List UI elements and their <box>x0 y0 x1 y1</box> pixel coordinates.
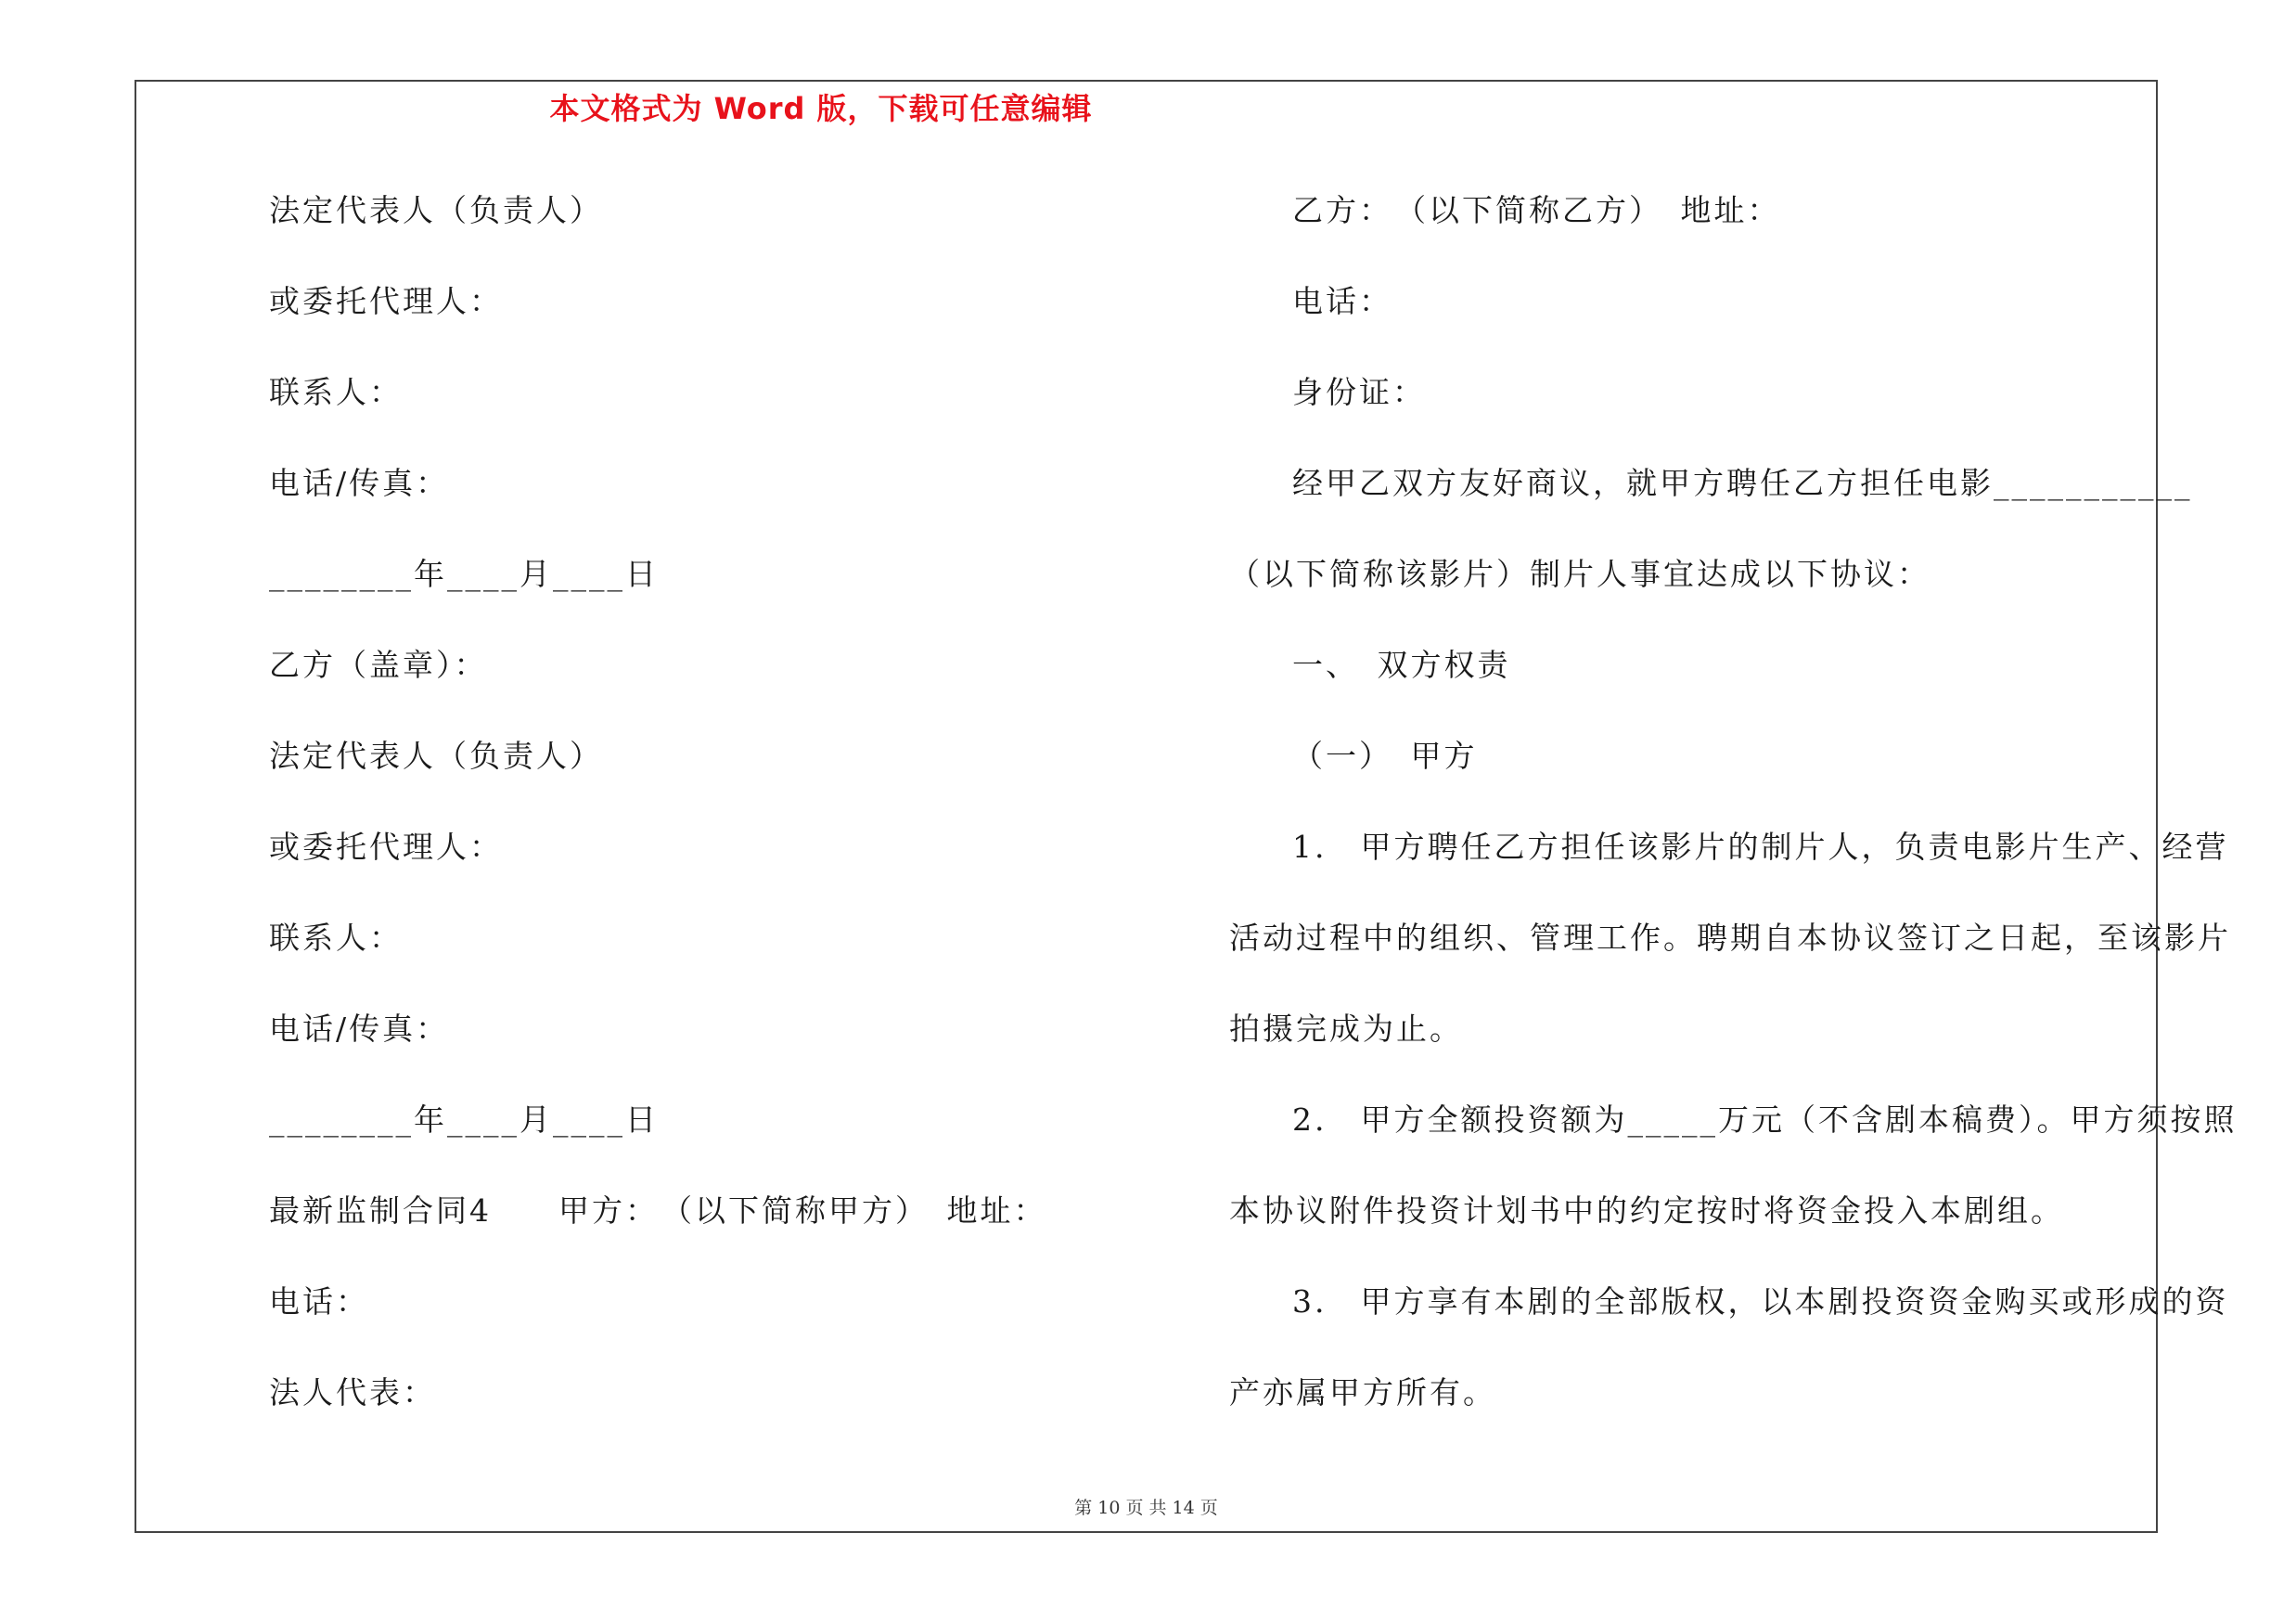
clause-line: 2. 甲方全额投资额为_____万元（不含剧本稿费）。甲方须按照 <box>1292 1101 2238 1138</box>
paragraph-line: 经甲乙双方友好商议，就甲方聘任乙方担任电影___________ <box>1292 465 2193 501</box>
text-line: 乙方（盖章）： <box>269 647 488 683</box>
text-line: 联系人： <box>269 374 403 410</box>
clause-line: 1. 甲方聘任乙方担任该影片的制片人，负责电影片生产、经营 <box>1292 829 2229 865</box>
clause-line: 3. 甲方享有本剧的全部版权，以本剧投资资金购买或形成的资 <box>1292 1283 2229 1320</box>
text-line: 身份证： <box>1292 374 1426 410</box>
date-line: ________年____月____日 <box>269 556 659 592</box>
clause-line: 本协议附件投资计划书中的约定按时将资金投入本剧组。 <box>1229 1192 2064 1229</box>
clause-line: 拍摄完成为止。 <box>1229 1011 1463 1047</box>
text-line: 或委托代理人： <box>269 829 503 865</box>
clause-line: 产亦属甲方所有。 <box>1229 1374 1496 1410</box>
text-line: 联系人： <box>269 920 403 956</box>
text-line: 电话/传真： <box>269 465 450 501</box>
subsection-heading: （一） 甲方 <box>1292 738 1478 774</box>
text-line: 电话/传真： <box>269 1011 450 1047</box>
page-number: 第 10 页 共 14 页 <box>1074 1498 1218 1518</box>
clause-line: 活动过程中的组织、管理工作。聘期自本协议签订之日起，至该影片 <box>1229 920 2231 956</box>
text-line: 电话： <box>269 1283 369 1320</box>
text-line: 或委托代理人： <box>269 283 503 319</box>
text-line: 电话： <box>1292 283 1392 319</box>
paragraph-line: （以下简称该影片）制片人事宜达成以下协议： <box>1229 556 1930 592</box>
section-heading: 一、 双方权责 <box>1292 647 1511 683</box>
right-column <box>1229 176 2238 1449</box>
text-line: 乙方： （以下简称乙方） 地址： <box>1292 192 1781 228</box>
contract-heading-line: 最新监制合同4 甲方： （以下简称甲方） 地址： <box>269 1192 1047 1229</box>
editable-format-banner: 本文格式为 Word 版，下载可任意编辑 <box>549 91 1093 126</box>
date-line: ________年____月____日 <box>269 1101 659 1138</box>
left-column <box>269 176 1047 1449</box>
text-line: 法定代表人（负责人） <box>269 192 603 228</box>
text-line: 法人代表： <box>269 1374 436 1410</box>
text-line: 法定代表人（负责人） <box>269 738 603 774</box>
